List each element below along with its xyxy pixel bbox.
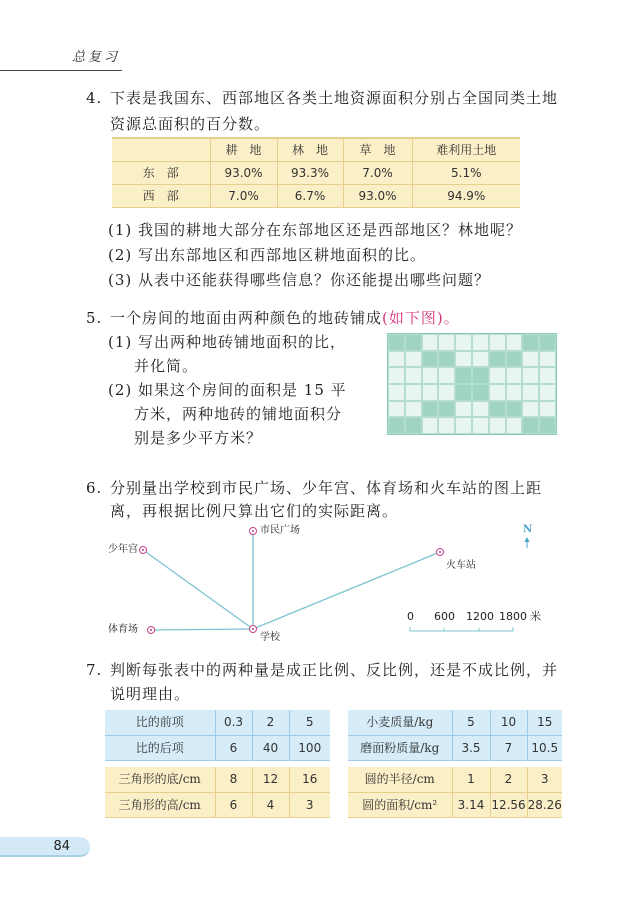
table-header: 耕 地	[210, 138, 277, 161]
scale-600: 600	[434, 610, 455, 623]
q4-text-line2: 资源总面积的百分数。	[110, 115, 271, 133]
scale-1200: 1200	[466, 610, 494, 623]
q4-number: 4.	[86, 89, 103, 107]
table-cell: 东 部	[112, 161, 210, 184]
table-row	[348, 792, 562, 817]
route-youth	[143, 550, 253, 629]
table-cell: 三角形的高/cm	[105, 792, 215, 817]
table-row	[105, 792, 330, 817]
route-stadium	[151, 629, 253, 630]
table-cell: 6.7%	[277, 184, 343, 207]
q6-text-line2: 离，再根据比例尺算出它们的实际距离。	[110, 502, 399, 520]
table-cell: 16	[289, 767, 330, 792]
ratio-table	[105, 710, 330, 761]
q4-sub-2: (2) 写出东部地区和西部地区耕地面积的比。	[108, 246, 427, 264]
table-cell: 5	[289, 710, 330, 735]
label-plaza: 市民广场	[260, 525, 300, 536]
circle-table	[348, 767, 562, 818]
table-row	[105, 735, 330, 760]
q6-text-line1: 分别量出学校到市民广场、少年宫、体育场和火车站的图上距	[110, 479, 543, 497]
table-cell: 比的前项	[105, 710, 215, 735]
table-cell: 5.1%	[412, 161, 520, 184]
north-label: N	[523, 524, 533, 535]
table-cell: 40	[252, 735, 289, 760]
q7-text-line2: 说明理由。	[110, 685, 191, 703]
q5-sub-2: (2) 如果这个房间的面积是 15 平	[108, 381, 347, 399]
table-cell: 4	[252, 792, 289, 817]
table-cell: 7.0%	[343, 161, 412, 184]
q5-number: 5.	[86, 309, 103, 327]
table-cell: 三角形的底/cm	[105, 767, 215, 792]
table-cell: 7.0%	[210, 184, 277, 207]
scale-bar	[410, 627, 513, 631]
table-cell: 1	[452, 767, 490, 792]
q5-note: (如下图)。	[382, 309, 460, 327]
table-header: 林 地	[277, 138, 343, 161]
table-cell: 2	[490, 767, 527, 792]
table-header: 难利用土地	[412, 138, 520, 161]
q5-sub-2-cont: 方米，两种地砖的铺地面积分	[134, 405, 343, 423]
flour-table	[348, 710, 562, 761]
table-cell: 28.26	[527, 792, 562, 817]
label-youth: 少年宫	[108, 544, 138, 555]
table-cell: 0.3	[215, 710, 252, 735]
table-cell: 6	[215, 792, 252, 817]
section-header: 总复习	[72, 50, 121, 65]
label-school: 学校	[260, 632, 280, 643]
q6-number: 6.	[86, 479, 103, 497]
q4-text-line1: 下表是我国东、西部地区各类土地资源面积分别占全国同类土地	[110, 89, 559, 107]
table-cell: 10	[490, 710, 527, 735]
q7-number: 7.	[86, 661, 103, 679]
table-cell: 93.0%	[343, 184, 412, 207]
q5-sub-1: (1) 写出两种地砖铺地面积的比，	[108, 333, 347, 351]
q4-sub-1: (1) 我国的耕地大部分在东部地区还是西部地区？林地呢？	[108, 221, 523, 239]
table-row	[105, 710, 330, 735]
table-row	[348, 735, 562, 760]
table-row	[105, 767, 330, 792]
q4-sub-3: (3) 从表中还能获得哪些信息？你还能提出哪些问题？	[108, 271, 491, 289]
table-cell: 6	[215, 735, 252, 760]
scale-unit: 米	[530, 610, 541, 623]
q7-text-line1: 判断每张表中的两种量是成正比例、反比例，还是不成比例，并	[110, 661, 559, 679]
table-cell: 3.5	[452, 735, 490, 760]
table-cell: 12.56	[490, 792, 527, 817]
table-cell: 3	[527, 767, 562, 792]
table-cell: 3.14	[452, 792, 490, 817]
table-cell: 磨面粉质量/kg	[348, 735, 452, 760]
scale-1800: 1800	[499, 610, 527, 623]
q5-sub-2-cont2: 别是多少平方米？	[134, 429, 263, 447]
label-stadium: 体育场	[108, 624, 138, 635]
table-cell: 93.3%	[277, 161, 343, 184]
table-cell: 比的后项	[105, 735, 215, 760]
table-cell: 圆的面积/cm²	[348, 792, 452, 817]
table-cell: 12	[252, 767, 289, 792]
table-cell: 15	[527, 710, 562, 735]
table-row	[348, 710, 562, 735]
table-header: 草 地	[343, 138, 412, 161]
triangle-table	[105, 767, 330, 818]
label-station: 火车站	[446, 560, 476, 571]
table-cell: 5	[452, 710, 490, 735]
q5-text-main: 一个房间的地面由两种颜色的地砖铺成	[110, 309, 383, 327]
table-row	[348, 767, 562, 792]
q5-sub-1-cont: 并化简。	[134, 357, 199, 375]
table-cell: 10.5	[527, 735, 562, 760]
table-cell: 小麦质量/kg	[348, 710, 452, 735]
table-cell: 8	[215, 767, 252, 792]
table-cell: 西 部	[112, 184, 210, 207]
table-cell: 圆的半径/cm	[348, 767, 452, 792]
scale-0: 0	[407, 610, 414, 623]
table-cell: 94.9%	[412, 184, 520, 207]
table-cell: 93.0%	[210, 161, 277, 184]
table-cell: 2	[252, 710, 289, 735]
table-cell: 7	[490, 735, 527, 760]
table-cell: 100	[289, 735, 330, 760]
page-number: 84	[0, 837, 90, 857]
table-cell: 3	[289, 792, 330, 817]
